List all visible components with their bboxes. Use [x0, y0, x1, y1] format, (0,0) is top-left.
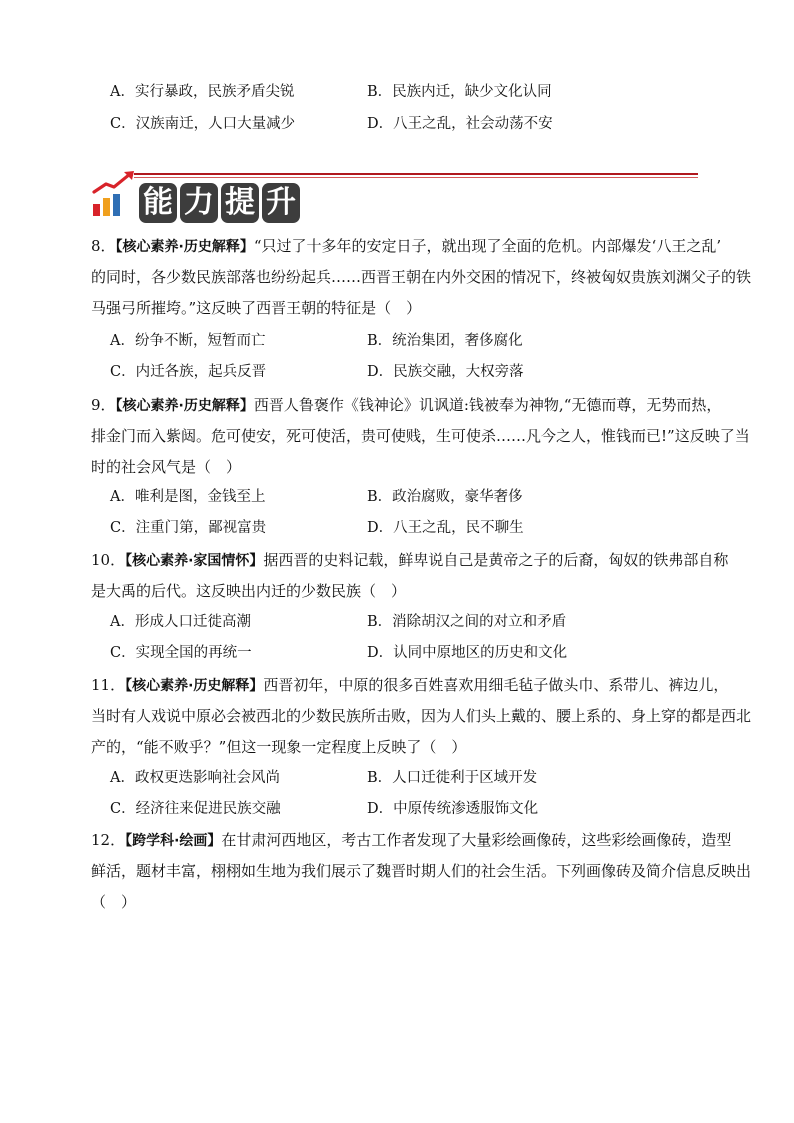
banner-char: 提: [221, 183, 259, 223]
question-number: 12．: [91, 831, 126, 849]
question-text: 是大禹的后代。这反映出内迁的少数民族（ ）: [91, 582, 407, 600]
question-text: 排金门而入紫闼。危可使安，死可使活，贵可使贱，生可使杀……凡今之人，惟钱而已!”这反映了当: [91, 427, 750, 445]
question-tag: 【核心素养·历史解释】: [115, 398, 254, 414]
option-d: D．民族交融，大权旁落: [367, 364, 524, 380]
question-text: 鲜活，题材丰富，栩栩如生地为我们展示了魏晋时期人们的社会生活。下列画像砖及简介信息反映出: [91, 862, 752, 880]
question-number: 11．: [91, 676, 126, 694]
banner-char: 能: [139, 183, 177, 223]
question-text: 产的，“能不败乎？”但这一现象一定程度上反映了（ ）: [91, 738, 467, 756]
option-c: C．经济往来促进民族交融: [110, 801, 281, 817]
option-d: D．八王之乱，社会动荡不安: [367, 116, 553, 132]
question-text: 时的社会风气是（ ）: [91, 458, 242, 476]
option-a: A．政权更迭影响社会风尚: [110, 770, 280, 786]
option-b: B．人口迁徙利于区域开发: [367, 770, 538, 786]
question-text: 西晋初年，中原的很多百姓喜欢用细毛毡子做头巾、系带儿、裤边儿，: [263, 676, 729, 694]
option-a: A．唯利是图，金钱至上: [110, 489, 266, 505]
option-c: C．实现全国的再统一: [110, 645, 252, 661]
question-number: 10．: [91, 551, 126, 569]
banner-char: 力: [180, 183, 218, 223]
banner-rule: [134, 173, 698, 175]
question-text: 在甘肃河西地区，考古工作者发现了大量彩绘画像砖，这些彩绘画像砖，造型: [221, 831, 732, 849]
question-tag: 【核心素养·家国情怀】: [125, 553, 264, 569]
question-number: 9．: [91, 396, 116, 414]
question-text: 西晋人鲁褒作《钱神论》讥讽道:钱被奉为神物,“无德而尊，无势而热，: [253, 396, 722, 414]
banner-title: [139, 183, 300, 225]
banner-rule-thin: [134, 177, 698, 178]
option-b: B．消除胡汉之间的对立和矛盾: [367, 614, 567, 630]
question-text: 当时有人戏说中原必会被西北的少数民族所击败，因为人们头上戴的、腰上系的、身上穿的都是西北: [91, 707, 752, 725]
question-number: 8．: [91, 237, 116, 255]
option-b: B．统治集团，奢侈腐化: [367, 333, 523, 349]
option-d: D．认同中原地区的历史和文化: [367, 645, 568, 661]
option-a: A．纷争不断，短暂而亡: [110, 333, 266, 349]
option-a: A．形成人口迁徙高潮: [110, 614, 251, 630]
option-d: D．中原传统渗透服饰文化: [367, 801, 539, 817]
option-b: B．民族内迁，缺少文化认同: [367, 84, 552, 100]
option-c: C．注重门第，鄙视富贵: [110, 520, 267, 536]
question-text: 据西晋的史料记载，鲜卑说自己是黄帝之子的后裔，匈奴的铁弗部自称: [263, 551, 729, 569]
option-b: B．政治腐败，豪华奢侈: [367, 489, 523, 505]
option-c: C．内迁各族，起兵反晋: [110, 364, 267, 380]
question-tag: 【核心素养·历史解释】: [125, 678, 264, 694]
bar-chart-icon: [93, 192, 133, 216]
option-a: A．实行暴政，民族矛盾尖锐: [110, 84, 295, 100]
question-text: （ ）: [91, 893, 137, 911]
question-tag: 【核心素养·历史解释】: [115, 239, 254, 255]
question-tag: 【跨学科·绘画】: [125, 833, 222, 849]
option-c: C．汉族南迁，人口大量减少: [110, 116, 296, 132]
option-d: D．八王之乱，民不聊生: [367, 520, 524, 536]
banner-char: 升: [262, 183, 300, 223]
question-text: 的同时，各少数民族部落也纷纷起兵……西晋王朝在内外交困的情况下，终被匈奴贵族刘渊父子的铁: [91, 268, 752, 286]
question-text: 马强弓所摧垮。”这反映了西晋王朝的特征是（ ）: [91, 299, 422, 317]
question-text: “只过了十多年的安定日子，就出现了全面的危机。内部爆发‘八王之乱’: [253, 237, 722, 255]
